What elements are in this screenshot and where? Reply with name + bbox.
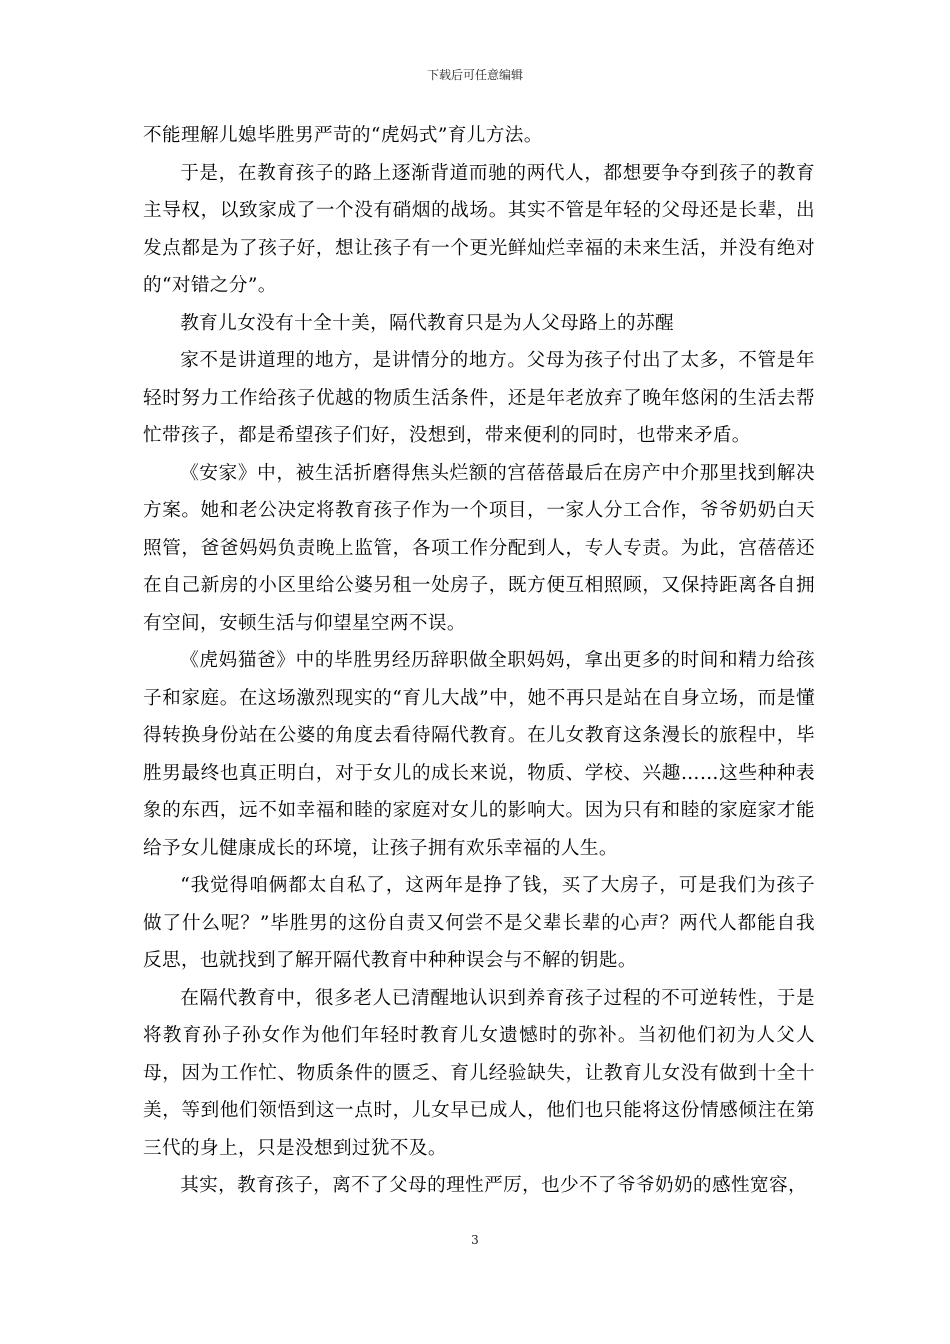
paragraph: “我觉得咱俩都太自私了，这两年是挣了钱，买了大房子，可是我们为孩子做了什么呢？”毕胜男的这份自责又何尝不是父辈长辈的心声？两代人都能自我反思，也就找到了解开隔代教育中种种误会与不解的钥匙。 bbox=[143, 875, 815, 971]
paragraph: 《安家》中，被生活折磨得焦头烂额的宫蓓蓓最后在房产中介那里找到解决方案。她和老公决定将教育孩子作为一个项目，一家人分工合作，爷爷奶奶白天照管，爸爸妈妈负责晚上监管，各项工作分配到人，专人专责。为此，宫蓓蓓还在自己新房的小区里给公婆另租一处房子，既方便互相照顾，又保持距离各自拥有空间，安顿生活与仰望星空两不误。 bbox=[143, 462, 815, 634]
page-header: 下载后可任意编辑 bbox=[426, 68, 523, 82]
paragraph: 在隔代教育中，很多老人已清醒地认识到养育孩子过程的不可逆转性，于是将教育孙子孙女作为他们年轻时教育儿女遗憾时的弥补。当初他们初为人父人母，因为工作忙、物质条件的匮乏、育儿经验缺失，让教育儿女没有做到十全十美，等到他们领悟到这一点时，儿女早已成人，他们也只能将这份情感倾注在第三代的身上，只是没想到过犹不及。 bbox=[143, 987, 815, 1159]
paragraph: 《虎妈猫爸》中的毕胜男经历辞职做全职妈妈，拿出更多的时间和精力给孩子和家庭。在这场激烈现实的“育儿大战”中，她不再只是站在自身立场，而是懂得转换身份站在公婆的角度去看待隔代教育。在儿女教育这条漫长的旅程中，毕胜男最终也真正明白，对于女儿的成长来说，物质、学校、兴趣……这些种种表象的东西，远不如幸福和睦的家庭对女儿的影响大。因为只有和睦的家庭家才能给予女儿健康成长的环境，让孩子拥有欢乐幸福的人生。 bbox=[143, 650, 815, 859]
section-heading: 教育儿女没有十全十美，隔代教育只是为人父母路上的苏醒 bbox=[180, 312, 675, 334]
paragraph: 于是，在教育孩子的路上逐渐背道而驰的两代人，都想要争夺到孩子的教育主导权，以致家成了一个没有硝烟的战场。其实不管是年轻的父母还是长辈，出发点都是为了孩子好，想让孩子有一个更光鲜灿烂幸福的未来生活，并没有绝对的“对错之分”。 bbox=[143, 162, 815, 296]
page-number: 3 bbox=[471, 1233, 479, 1247]
document-body bbox=[143, 117, 815, 1205]
paragraph: 不能理解儿媳毕胜男严苛的“虎妈式”育儿方法。 bbox=[143, 125, 543, 146]
paragraph: 家不是讲道理的地方，是讲情分的地方。父母为孩子付出了太多，不管是年轻时努力工作给孩子优越的物质生活条件，还是年老放弃了晚年悠闲的生活去帮忙带孩子，都是希望孩子们好，没想到，带来便利的同时，也带来矛盾。 bbox=[143, 350, 815, 446]
paragraph: 其实，教育孩子，离不了父母的理性严厉，也少不了爷爷奶奶的感性宽容， bbox=[180, 1175, 807, 1196]
